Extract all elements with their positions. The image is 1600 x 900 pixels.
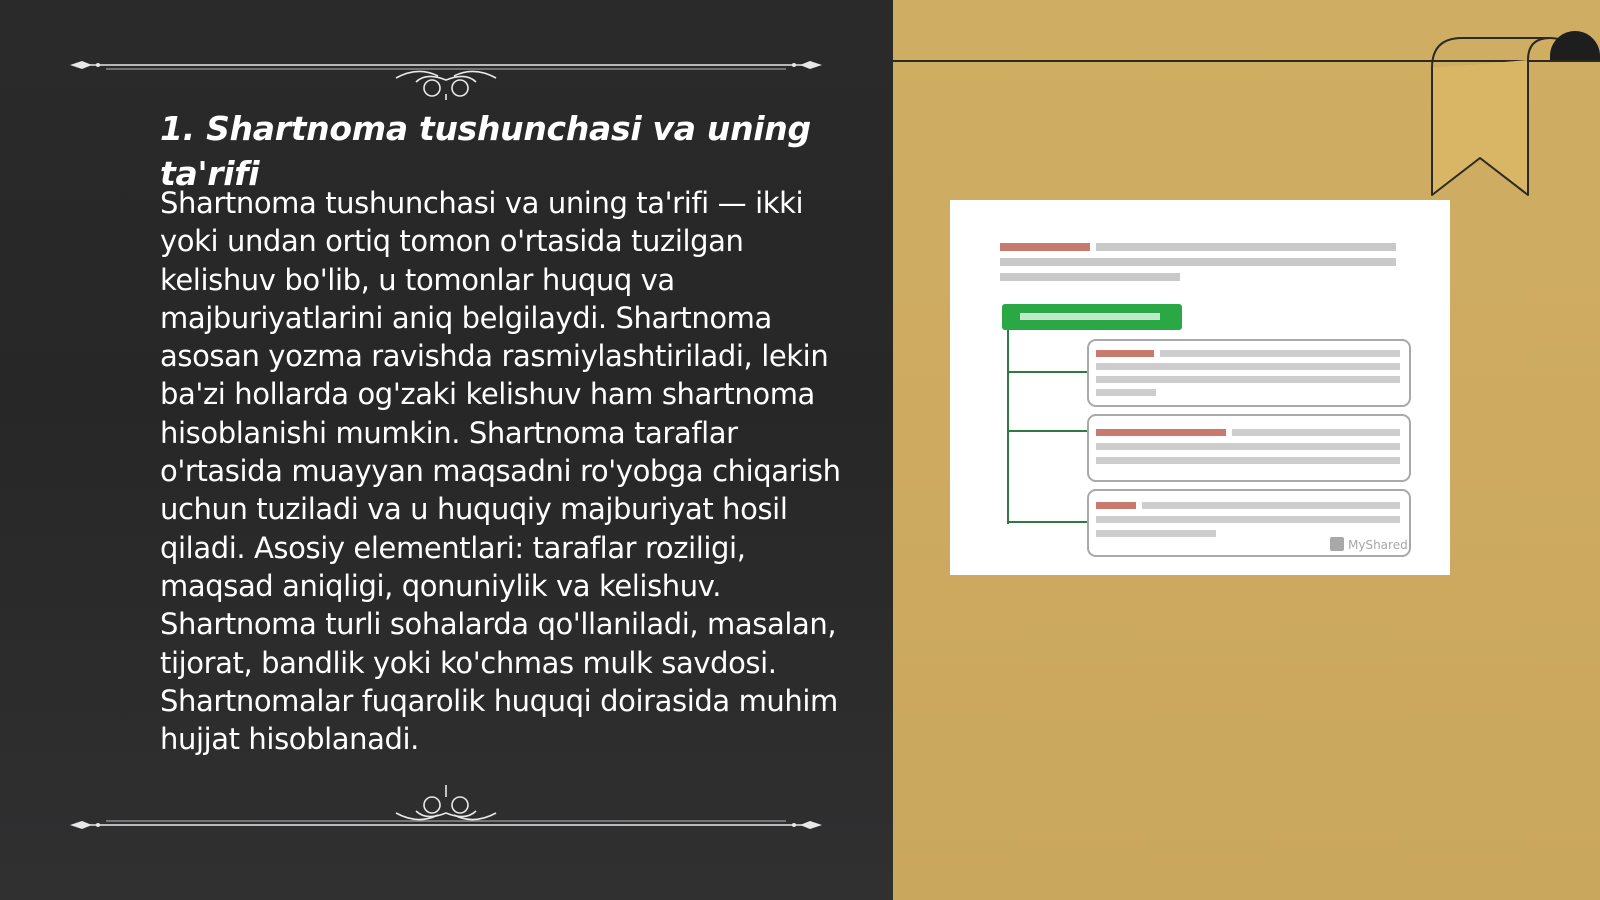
slide-body-text: Shartnoma tushunchasi va uning ta'rifi — ikki yoki undan ortiq tomon o'rtasida tuzilgan kelishuv bo'lib, u tomonlar huquq va majburiyatlarini aniq belgilaydi. Shartnoma asosan yozma ravishda rasmiylashtiriladi, lekin ba'zi hollarda og'zaki kelishuv ham shartnoma hisoblanishi mumkin. Shartnoma taraflar o'rtasida muayyan maqsadni ro'yobga chiqarish uchun tuziladi va u huquqiy majburiyat hosil qiladi. Asosiy elementlari: taraflar roziligi, maqsad aniqligi, qonuniylik va kelishuv. Shartnoma turli sohalarda qo'llaniladi, masalan, tijorat, bandlik yoki ko'chmas mulk savdosi. Shartnomalar fuqarolik huquqi doirasida muhim hujjat hisoblanadi. <box>160 186 841 757</box>
diagram-illustration <box>950 200 1450 575</box>
ornament-divider-bottom <box>66 785 826 845</box>
diagram-image <box>950 200 1450 575</box>
ornament-divider-top <box>66 40 826 100</box>
watermark-logo-icon <box>1330 537 1344 551</box>
watermark-text: MyShared <box>1348 538 1408 552</box>
bookmark-ribbon-icon <box>1430 30 1600 205</box>
slide-title: 1. Shartnoma tushunchasi va uning ta'rifi <box>160 109 811 193</box>
